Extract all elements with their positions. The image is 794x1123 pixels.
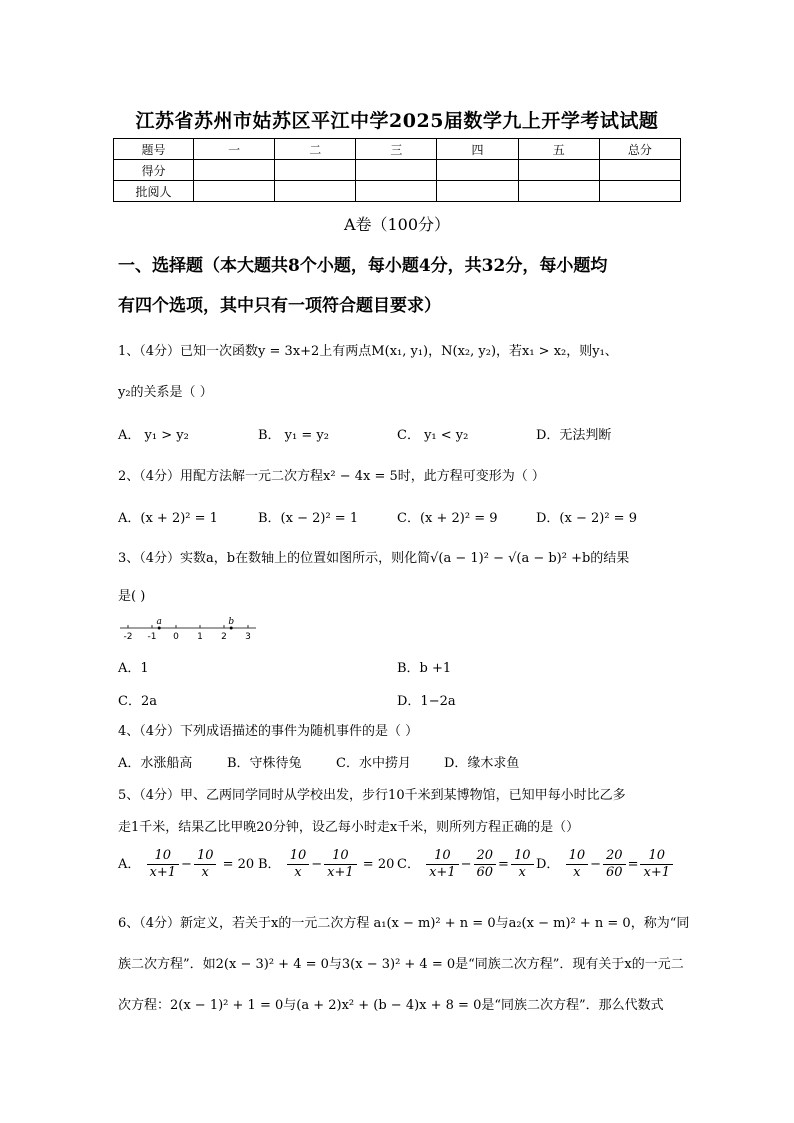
q5-option-c: C． $\frac{10}{x+1}$ − $\frac{20}{60}$ = $\frac{10}{x}$ — [397, 848, 536, 881]
numerator: 20 — [474, 848, 497, 865]
score-cell — [275, 181, 356, 202]
numerator: 10 — [324, 848, 357, 865]
equation-rhs: = 20 — [362, 857, 395, 872]
q3-option-a: A．1 — [118, 661, 149, 676]
score-header-cell: 一 — [194, 139, 275, 160]
question-1-stem: 1、（4分）已知一次函数y = 3x+2上有两点M(x₁, y₁)，N(x₂, y₂)，若x₁ > x₂，则y₁、 — [118, 344, 618, 359]
question-6-stem-cont2: 次方程：2(x − 1)² + 1 = 0与(a + 2)x² + (b − 4)x + 8 = 0是“同族二次方程”．那么代数式 — [118, 998, 664, 1013]
fraction — [474, 848, 497, 881]
score-header-cell: 五 — [518, 139, 599, 160]
q1-option-c: C． y₁ < y₂ — [397, 428, 469, 443]
number-line-point-label: a — [156, 617, 162, 627]
q4-option-d: D．缘木求鱼 — [444, 756, 520, 771]
question-5-stem: 5、（4分）甲、乙两同学同时从学校出发，步行10千米到某博物馆，已知甲每小时比乙多 — [118, 788, 626, 803]
score-header-cell: 四 — [437, 139, 518, 160]
fraction — [566, 848, 589, 881]
score-header-cell: 二 — [275, 139, 356, 160]
equation-rhs: = 20 — [222, 857, 255, 872]
score-cell — [599, 160, 680, 181]
fraction — [287, 848, 310, 881]
numerator: 10 — [147, 848, 180, 865]
fraction — [511, 848, 534, 881]
score-cell — [356, 160, 437, 181]
question-1-stem-cont: y₂的关系是（ ） — [118, 385, 213, 400]
score-header-cell: 三 — [356, 139, 437, 160]
section-heading-line1: 一、选择题（本大题共8个小题，每小题4分，共32分，每小题均 — [118, 256, 608, 276]
score-cell — [437, 160, 518, 181]
fraction — [426, 848, 459, 881]
score-table-row — [114, 181, 681, 202]
q2-option-a: A．(x + 2)² = 1 — [118, 511, 218, 526]
score-cell — [518, 160, 599, 181]
q5-option-d: D． $\frac{10}{x}$ − $\frac{20}{60}$ = $\frac{10}{x+1}$ — [536, 848, 675, 881]
score-cell — [356, 181, 437, 202]
question-3-stem-cont: 是( ) — [118, 589, 146, 604]
denominator: 60 — [476, 865, 494, 880]
denominator: x+1 — [149, 865, 177, 880]
number-line-point-label: b — [228, 617, 235, 627]
q2-option-d: D．(x − 2)² = 9 — [536, 511, 637, 526]
number-line-tick-label: 3 — [245, 632, 251, 642]
option-label: B． — [258, 857, 281, 872]
denominator: x — [518, 865, 526, 880]
numerator: 10 — [566, 848, 589, 865]
score-cell — [437, 181, 518, 202]
q2-option-c: C．(x + 2)² = 9 — [397, 511, 498, 526]
q1-option-a: A． y₁ > y₂ — [118, 428, 189, 443]
number-line-tick-label: 2 — [221, 632, 227, 642]
number-line-tick-label: -2 — [123, 632, 133, 642]
score-cell — [194, 181, 275, 202]
score-cell — [275, 160, 356, 181]
numerator: 20 — [603, 848, 626, 865]
numerator: 10 — [426, 848, 459, 865]
score-cell — [194, 160, 275, 181]
fraction — [194, 848, 217, 881]
option-label: D． — [536, 857, 560, 872]
score-table-row — [114, 160, 681, 181]
score-table — [113, 138, 681, 202]
numerator: 10 — [287, 848, 310, 865]
number-line-figure — [118, 615, 258, 643]
numerator: 10 — [640, 848, 673, 865]
score-header-cell: 总分 — [599, 139, 680, 160]
score-row-label: 得分 — [114, 160, 194, 181]
volume-heading: A卷（100分） — [343, 215, 451, 234]
exam-title: 江苏省苏州市姑苏区平江中学2025届数学九上开学考试试题 — [135, 110, 659, 132]
q5-option-a: A． $\frac{10}{x+1}$ − $\frac{10}{x}$ = 20 — [118, 848, 255, 880]
denominator: x — [294, 865, 302, 880]
denominator: 60 — [606, 865, 623, 880]
number-line-tick-label: 0 — [173, 632, 179, 642]
q5-option-b: B． $\frac{10}{x}$ − $\frac{10}{x+1}$ = 20 — [258, 848, 395, 880]
score-row-label: 批阅人 — [114, 181, 194, 202]
section-heading-line2: 有四个选项，其中只有一项符合题目要求） — [118, 296, 441, 316]
score-cell — [599, 181, 680, 202]
score-cell — [518, 181, 599, 202]
question-6-stem-cont: 族二次方程”．如2(x − 3)² + 4 = 0与3(x − 3)² + 4 = 0是“同族二次方程”．现有关于x的一元二 — [118, 957, 684, 972]
option-label: A． — [118, 857, 141, 872]
question-3-stem: 3、（4分）实数a，b在数轴上的位置如图所示，则化简√(a − 1)² − √(a − b)² +b的结果 — [118, 551, 630, 566]
fraction — [640, 848, 673, 881]
denominator: x — [201, 865, 209, 880]
question-4-stem: 4、（4分）下列成语描述的事件为随机事件的是（ ） — [118, 724, 419, 739]
denominator: x+1 — [327, 865, 354, 880]
denominator: x — [573, 865, 581, 880]
score-header-cell: 题号 — [114, 139, 194, 160]
option-label: C． — [397, 857, 420, 872]
question-6-stem: 6、（4分）新定义，若关于x的一元二次方程 a₁(x − m)² + n = 0与a₂(x − m)² + n = 0，称为“同 — [118, 916, 690, 931]
q4-option-a: A．水涨船高 — [118, 756, 193, 771]
q3-option-d: D．1−2a — [397, 694, 456, 709]
denominator: x+1 — [643, 865, 670, 880]
fraction — [603, 848, 626, 881]
q2-option-b: B．(x − 2)² = 1 — [258, 511, 359, 526]
question-5-stem-cont: 走1千米，结果乙比甲晚20分钟，设乙每小时走x千米，则所列方程正确的是（） — [118, 820, 580, 835]
fraction — [324, 848, 357, 881]
denominator: x+1 — [429, 865, 456, 880]
question-2-stem: 2、（4分）用配方法解一元二次方程x² − 4x = 5时，此方程可变形为（ ） — [118, 469, 545, 484]
number-line-tick-label: -1 — [147, 632, 157, 642]
q1-option-d: D．无法判断 — [536, 428, 612, 443]
number-line-tick-label: 1 — [197, 632, 203, 642]
numerator: 10 — [194, 848, 217, 865]
score-table-header-row — [114, 139, 681, 160]
q4-option-c: C．水中捞月 — [336, 756, 411, 771]
q3-option-c: C．2a — [118, 694, 157, 709]
q4-option-b: B．守株待兔 — [227, 756, 302, 771]
fraction — [147, 848, 180, 881]
numerator: 10 — [511, 848, 534, 865]
q1-option-b: B． y₁ = y₂ — [258, 428, 329, 443]
q3-option-b: B．b +1 — [397, 661, 452, 676]
